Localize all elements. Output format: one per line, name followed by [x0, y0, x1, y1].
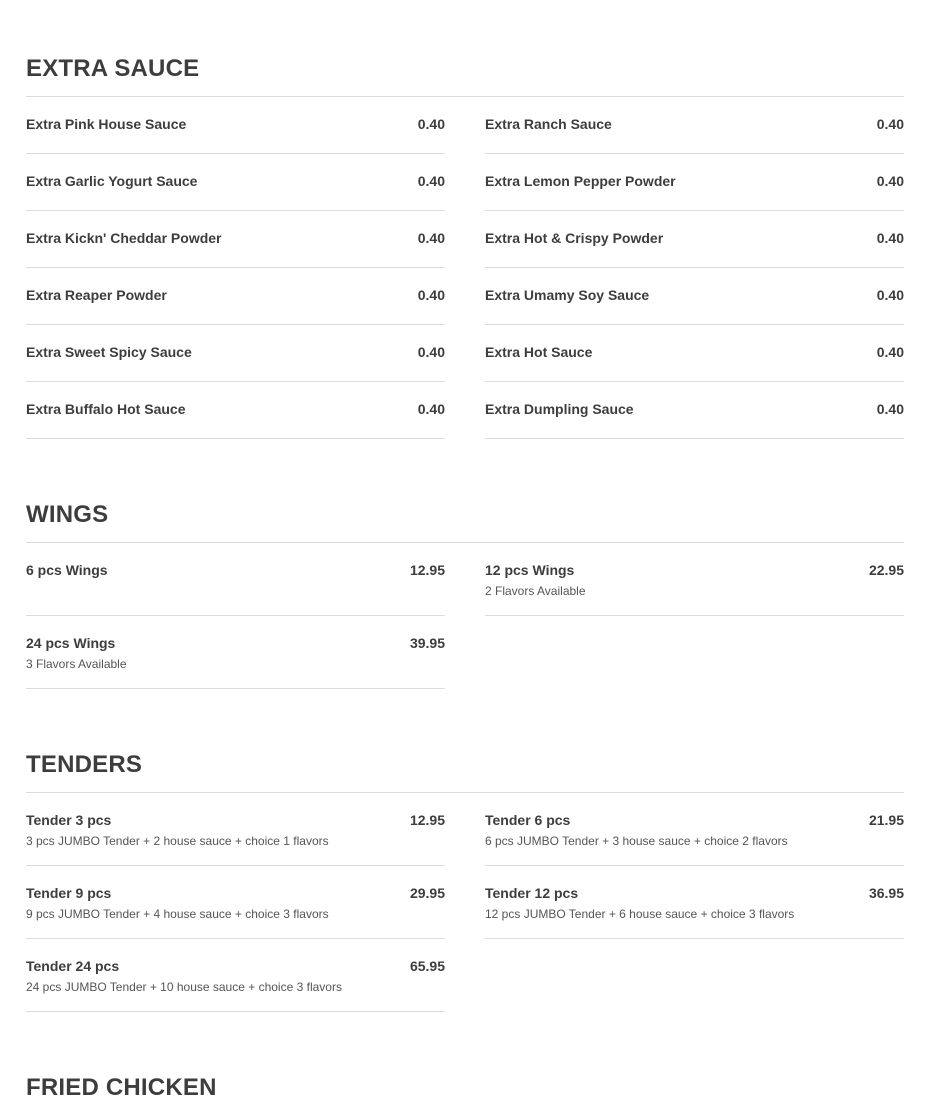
item-price: 0.40 [417, 116, 445, 132]
item-price: 65.95 [409, 958, 445, 974]
section-title-tenders: TENDERS [26, 751, 143, 778]
menu-item-extra-kickn-cheddar-powder[interactable] [26, 211, 445, 268]
menu-item-extra-lemon-pepper-powder[interactable] [485, 154, 904, 211]
item-price: 39.95 [409, 635, 445, 651]
item-price: 0.40 [876, 116, 904, 132]
menu-item-12-pcs-wings[interactable] [485, 543, 904, 616]
menu-item-extra-garlic-yogurt-sauce[interactable] [26, 154, 445, 211]
menu-item-tender-6-pcs[interactable] [485, 793, 904, 866]
item-price: 36.95 [868, 885, 904, 901]
menu-item-extra-pink-house-sauce[interactable] [26, 97, 445, 154]
item-price: 12.95 [409, 562, 445, 578]
item-name: Extra Buffalo Hot Sauce [26, 401, 186, 417]
wings-section [26, 501, 904, 689]
item-price: 0.40 [876, 287, 904, 303]
item-price: 0.40 [876, 230, 904, 246]
item-name: 24 pcs Wings [26, 635, 116, 651]
item-price: 22.95 [868, 562, 904, 578]
item-description: 6 pcs JUMBO Tender + 3 house sauce + choice 2 flavors [485, 834, 788, 848]
item-name: Tender 12 pcs [485, 885, 579, 901]
section-title-fried-chicken: FRIED CHICKEN [26, 1074, 217, 1101]
item-price: 0.40 [417, 344, 445, 360]
menu-item-24-pcs-wings[interactable] [26, 616, 445, 689]
extra-sauce-grid [26, 97, 904, 439]
menu-item-extra-hot-crispy-powder[interactable] [485, 211, 904, 268]
item-name: Tender 3 pcs [26, 812, 112, 828]
item-description: 3 pcs JUMBO Tender + 2 house sauce + choice 1 flavors [26, 834, 329, 848]
item-name: Extra Pink House Sauce [26, 116, 187, 132]
menu-item-extra-sweet-spicy-sauce[interactable] [26, 325, 445, 382]
item-price: 12.95 [409, 812, 445, 828]
extra-sauce-section [26, 55, 904, 439]
item-price: 0.40 [876, 401, 904, 417]
menu-item-tender-3-pcs[interactable] [26, 793, 445, 866]
menu-item-extra-buffalo-hot-sauce[interactable] [26, 382, 445, 439]
item-price: 0.40 [417, 401, 445, 417]
item-name: Extra Dumpling Sauce [485, 401, 634, 417]
item-name: 12 pcs Wings [485, 562, 575, 578]
item-price: 0.40 [417, 230, 445, 246]
item-price: 29.95 [409, 885, 445, 901]
menu-item-extra-ranch-sauce[interactable] [485, 97, 904, 154]
item-name: Tender 9 pcs [26, 885, 112, 901]
section-title-extra-sauce: EXTRA SAUCE [26, 55, 200, 82]
tenders-grid [26, 793, 904, 1012]
item-name: Extra Kickn' Cheddar Powder [26, 230, 222, 246]
menu-item-extra-umamy-soy-sauce[interactable] [485, 268, 904, 325]
menu-item-extra-reaper-powder[interactable] [26, 268, 445, 325]
item-description: 12 pcs JUMBO Tender + 6 house sauce + choice 3 flavors [485, 907, 795, 921]
menu-item-tender-24-pcs[interactable] [26, 939, 445, 1012]
menu-item-tender-9-pcs[interactable] [26, 866, 445, 939]
menu-item-6-pcs-wings[interactable] [26, 543, 445, 616]
item-price: 21.95 [868, 812, 904, 828]
item-name: Extra Garlic Yogurt Sauce [26, 173, 198, 189]
item-name: Extra Umamy Soy Sauce [485, 287, 650, 303]
item-name: 6 pcs Wings [26, 562, 108, 578]
item-description: 9 pcs JUMBO Tender + 4 house sauce + choice 3 flavors [26, 907, 329, 921]
item-name: Extra Lemon Pepper Powder [485, 173, 676, 189]
item-name: Tender 6 pcs [485, 812, 571, 828]
item-price: 0.40 [876, 173, 904, 189]
item-name: Extra Hot & Crispy Powder [485, 230, 664, 246]
item-description: 3 Flavors Available [26, 657, 127, 671]
item-name: Extra Ranch Sauce [485, 116, 612, 132]
item-price: 0.40 [876, 344, 904, 360]
section-title-wings: WINGS [26, 501, 109, 528]
menu-item-extra-dumpling-sauce[interactable] [485, 382, 904, 439]
item-name: Tender 24 pcs [26, 958, 120, 974]
wings-grid [26, 543, 904, 689]
item-name: Extra Reaper Powder [26, 287, 167, 303]
item-price: 0.40 [417, 173, 445, 189]
item-name: Extra Hot Sauce [485, 344, 593, 360]
menu-item-extra-hot-sauce[interactable] [485, 325, 904, 382]
item-price: 0.40 [417, 287, 445, 303]
menu-item-tender-12-pcs[interactable] [485, 866, 904, 939]
item-description: 2 Flavors Available [485, 584, 586, 598]
item-description: 24 pcs JUMBO Tender + 10 house sauce + choice 3 flavors [26, 980, 342, 994]
item-name: Extra Sweet Spicy Sauce [26, 344, 192, 360]
fried-chicken-section [26, 1074, 904, 1102]
tenders-section [26, 751, 904, 1012]
